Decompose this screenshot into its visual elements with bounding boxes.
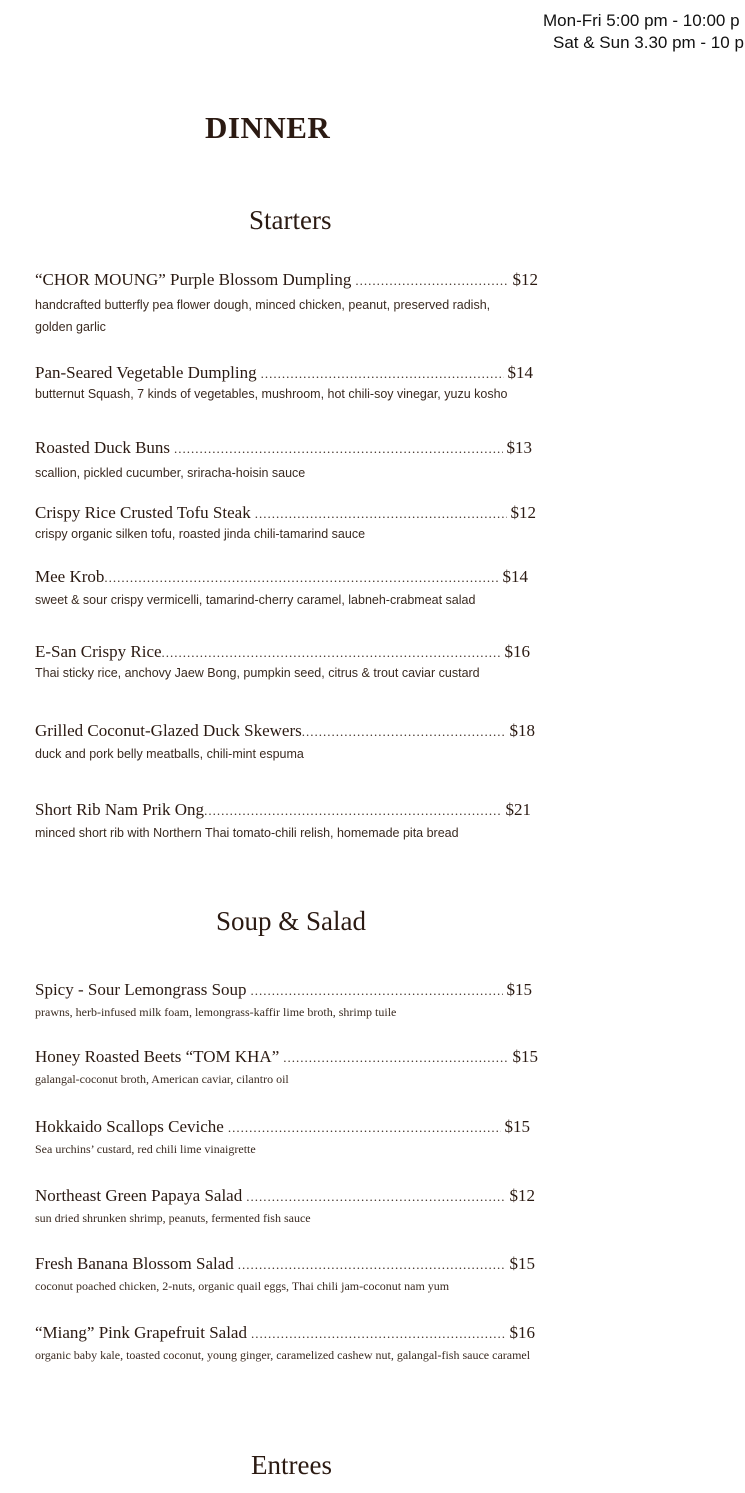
- dot-leader: [174, 438, 502, 460]
- dot-leader: [255, 503, 507, 525]
- menu-item: [35, 1046, 538, 1088]
- item-price: $16: [509, 1323, 535, 1342]
- menu-item: [35, 566, 528, 609]
- item-description: Thai sticky rice, anchovy Jaew Bong, pumpkin seed, citrus & trout caviar custard: [35, 666, 480, 680]
- hours-weekday: Mon-Fri 5:00 pm - 10:00 p: [543, 11, 740, 30]
- item-description: Sea urchins’ custard, red chili lime vinaigrette: [35, 1142, 256, 1156]
- item-description: sweet & sour crispy vermicelli, tamarind-cherry caramel, labneh-crabmeat salad: [35, 593, 476, 607]
- item-price: $18: [509, 721, 535, 740]
- dot-leader: [302, 721, 506, 743]
- item-price: $15: [509, 1254, 535, 1273]
- menu-item: [35, 1185, 535, 1227]
- menu-item: [35, 641, 530, 682]
- item-description: crispy organic silken tofu, roasted jinda chili-tamarind sauce: [35, 527, 366, 541]
- item-description: organic baby kale, toasted coconut, young ginger, caramelized cashew nut, galangal-fish sauce caramel: [35, 1348, 531, 1362]
- item-description: butternut Squash, 7 kinds of vegetables, mushroom, hot chili-soy vinegar, yuzu kosho: [35, 387, 508, 401]
- item-description: minced short rib with Northern Thai tomato-chili relish, homemade pita bread: [35, 826, 459, 840]
- item-price: $16: [504, 642, 530, 661]
- menu-item: [35, 720, 535, 765]
- item-price: $14: [502, 567, 528, 586]
- item-name: Hokkaido Scallops Ceviche: [35, 1117, 224, 1136]
- menu-item: [35, 799, 531, 842]
- opening-hours: [520, 10, 745, 54]
- menu-title: DINNER: [205, 110, 331, 145]
- dot-leader: [246, 1186, 505, 1208]
- item-price: $14: [507, 363, 533, 382]
- dot-leader: [104, 567, 498, 589]
- item-description: duck and pork belly meatballs, chili-mint espuma: [35, 747, 304, 761]
- item-description: sun dried shrunken shrimp, peanuts, fermented fish sauce: [35, 1211, 311, 1225]
- menu-item: [35, 269, 538, 338]
- item-price: $21: [505, 800, 531, 819]
- item-name: Spicy - Sour Lemongrass Soup: [35, 980, 247, 999]
- item-price: $12: [512, 270, 538, 289]
- item-price: $13: [506, 438, 532, 457]
- item-price: $12: [509, 1186, 535, 1205]
- item-name: Pan-Seared Vegetable Dumpling: [35, 363, 257, 382]
- item-price: $15: [506, 980, 532, 999]
- menu-item: [35, 362, 533, 403]
- dot-leader: [228, 1117, 501, 1139]
- dot-leader: [283, 1047, 508, 1069]
- item-description: scallion, pickled cucumber, sriracha-hoisin sauce: [35, 466, 306, 480]
- item-name: E-San Crispy Rice: [35, 642, 162, 661]
- item-name: Mee Krob: [35, 567, 105, 586]
- item-description: handcrafted butterfly pea flower dough, minced chicken, peanut, preserved radish, golden garlic: [35, 298, 491, 334]
- dot-leader: [238, 1254, 506, 1276]
- item-name: Honey Roasted Beets “TOM KHA”: [35, 1047, 280, 1066]
- dot-leader: [355, 270, 508, 292]
- menu-item: [35, 1253, 535, 1295]
- item-name: Crispy Rice Crusted Tofu Steak: [35, 503, 251, 522]
- menu-item: [35, 1116, 530, 1158]
- menu-item: [35, 502, 536, 543]
- menu-item: [35, 1322, 535, 1364]
- item-price: $15: [512, 1047, 538, 1066]
- menu-item: [35, 437, 532, 482]
- item-name: Fresh Banana Blossom Salad: [35, 1254, 234, 1273]
- dot-leader: [162, 642, 501, 664]
- item-description: galangal-coconut broth, American caviar, cilantro oil: [35, 1072, 289, 1086]
- item-description: prawns, herb-infused milk foam, lemongrass-kaffir lime broth, shrimp tuile: [35, 1005, 397, 1019]
- dot-leader: [251, 980, 503, 1002]
- item-price: $15: [504, 1117, 530, 1136]
- item-description: coconut poached chicken, 2-nuts, organic quail eggs, Thai chili jam-coconut nam yum: [35, 1279, 450, 1293]
- item-name: Grilled Coconut-Glazed Duck Skewers: [35, 721, 302, 740]
- item-price: $12: [510, 503, 536, 522]
- section-title-entrees: Entrees: [251, 1450, 332, 1480]
- dot-leader: [204, 800, 501, 822]
- item-name: Short Rib Nam Prik Ong: [35, 800, 205, 819]
- dot-leader: [251, 1323, 506, 1345]
- hours-weekend: Sat & Sun 3.30 pm - 10 p: [553, 33, 744, 52]
- item-name: Roasted Duck Buns: [35, 438, 171, 457]
- item-name: “Miang” Pink Grapefruit Salad: [35, 1323, 247, 1342]
- dot-leader: [261, 363, 504, 385]
- item-name: Northeast Green Papaya Salad: [35, 1186, 243, 1205]
- item-name: “CHOR MOUNG” Purple Blossom Dumpling: [35, 270, 352, 289]
- section-title-starters: Starters: [249, 205, 332, 235]
- menu-item: [35, 979, 532, 1021]
- section-title-soup-salad: Soup & Salad: [216, 906, 367, 936]
